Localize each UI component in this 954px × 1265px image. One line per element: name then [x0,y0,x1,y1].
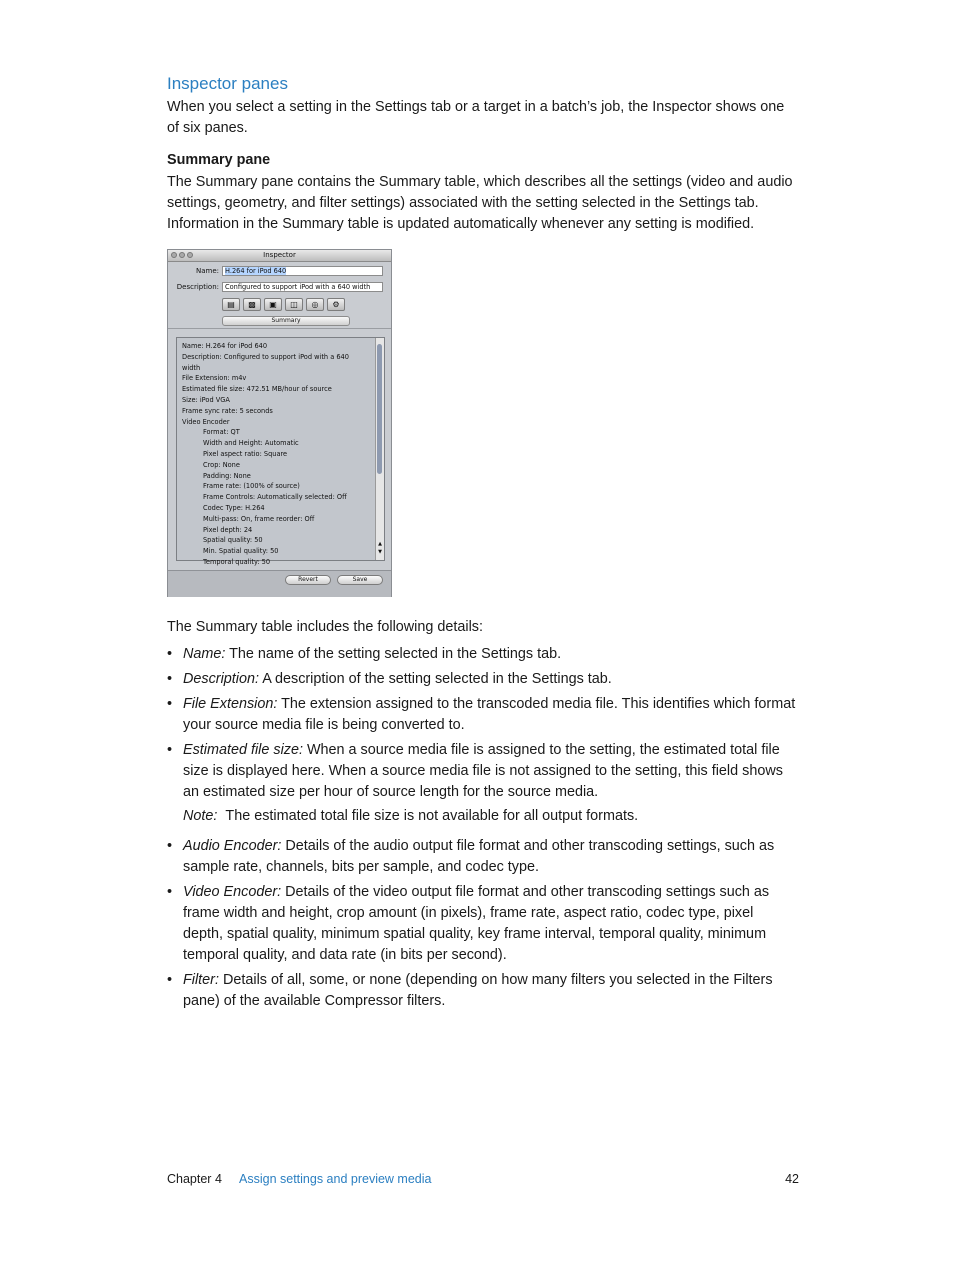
summary-pane-icon[interactable]: ▤ [222,298,240,311]
close-window-button[interactable] [171,252,177,258]
paragraph-line: The Summary pane contains the Summary table, which describes all the settings (video and audio [167,174,793,190]
scroll-thumb[interactable] [377,344,382,474]
filters-pane-icon[interactable]: ◫ [285,298,303,311]
summary-table [176,337,385,566]
minimize-window-button[interactable] [179,252,185,258]
note-text: The estimated total file size is not available for all output formats. [225,808,639,824]
name-label: Name: [195,267,219,275]
window-titlebar [168,250,391,262]
page-number: 42 [785,1172,799,1186]
inspector-window [167,249,392,597]
summary-line: Codec Type: H.264 [203,503,265,512]
summary-pane-paragraph [167,172,799,235]
encoder-pane-icon[interactable]: ▩ [243,298,261,311]
paragraph-line: settings, geometry, and filter settings) associated with the setting selected in the Settings tab. [167,195,759,211]
intro-line: When you select a setting in the Settings tab or a target in a batch’s job, the Inspector shows one [167,99,785,115]
summary-line: Spatial quality: 50 [203,536,263,545]
details-intro: The Summary table includes the following details: [167,619,483,635]
summary-line: File Extension: m4v [182,374,247,383]
list-item: • Audio Encoder: Details of the audio output file format and other transcoding settings, such as sample rate, channels, bits per sample, and codec type. [167,838,775,875]
summary-tab-label: Summary [222,316,350,326]
summary-line: Pixel aspect ratio: Square [203,449,288,458]
list-item: • Video Encoder: Details of the video output file format and other transcoding settings such as frame width and height, crop amount (in pixels), frame rate, aspect ratio, codec type, pixel depth, spatial quality, minimum spatial quality, key frame interval, temporal quality, minimum temporal quality, and data rate (in bits per second). [167,884,770,963]
window-title: Inspector [263,251,296,259]
summary-line: Frame rate: (100% of source) [203,482,300,491]
list-item: • Description: A description of the setting selected in the Settings tab. [167,671,612,687]
note [183,806,638,827]
zoom-window-button[interactable] [187,252,193,258]
intro-paragraph [167,97,799,139]
frame-controls-pane-icon[interactable]: ▣ [264,298,282,311]
section-title: Inspector panes [167,74,288,93]
intro-line: of six panes. [167,120,248,136]
summary-line: Padding: None [203,471,251,480]
summary-line: Multi-pass: On, frame reorder: Off [203,514,315,523]
summary-line: Crop: None [203,460,240,469]
subsection-title: Summary pane [167,152,271,168]
note-label: Note: [183,808,218,824]
summary-line: Size: iPod VGA [182,395,230,404]
name-field[interactable]: H.264 for iPod 640 [222,266,383,276]
summary-line: Frame Controls: Automatically selected: Off [203,493,347,502]
vertical-scrollbar[interactable] [375,338,384,560]
list-item: • Filter: Details of all, some, or none (depending on how many filters you selected in the Filters pane) of the available Compressor filters. [167,972,773,1009]
geometry-pane-icon[interactable]: ◎ [306,298,324,311]
divider [168,328,391,329]
scroll-up-arrow-icon[interactable]: ▲ [378,541,382,547]
scroll-down-arrow-icon[interactable]: ▼ [378,549,382,555]
actions-pane-icon[interactable]: ⚙ [327,298,345,311]
list-item: • Estimated file size: When a source media file is assigned to the setting, the estimated total file size is displayed here. When a source media file is not assigned to the setting, this field shows an estimated size per hour of source length for the source media. [167,742,783,800]
summary-line: Format: QT [203,428,240,437]
summary-line: Temporal quality: 50 [203,557,271,566]
summary-text [182,341,372,568]
summary-line: Name: H.264 for iPod 640 [182,342,268,350]
description-field[interactable]: Configured to support iPod with a 640 width [222,282,383,292]
chapter-title-link[interactable]: Assign settings and preview media [239,1172,432,1186]
summary-line: Video Encoder [182,417,230,426]
save-button[interactable]: Save [337,575,383,585]
summary-line: Description: Configured to support iPod with a 640 [182,352,349,361]
list-item: • File Extension: The extension assigned to the transcoded media file. This identifies which format your source media file is being converted to. [167,696,796,733]
summary-line: Width and Height: Automatic [203,439,299,448]
revert-button[interactable]: Revert [285,575,331,585]
summary-line: Pixel depth: 24 [203,525,253,534]
summary-line: Frame sync rate: 5 seconds [182,406,273,415]
summary-line: Estimated file size: 472.51 MB/hour of source [182,385,332,394]
chapter-label: Chapter 4 [167,1172,222,1186]
inspector-toolbar [222,298,352,312]
summary-line: width [182,363,201,372]
summary-line: Min. Spatial quality: 50 [203,547,279,556]
description-label: Description: [176,283,219,291]
paragraph-line: Information in the Summary table is updated automatically whenever any setting is modified. [167,216,755,232]
list-item: • Name: The name of the setting selected in the Settings tab. [167,646,562,662]
